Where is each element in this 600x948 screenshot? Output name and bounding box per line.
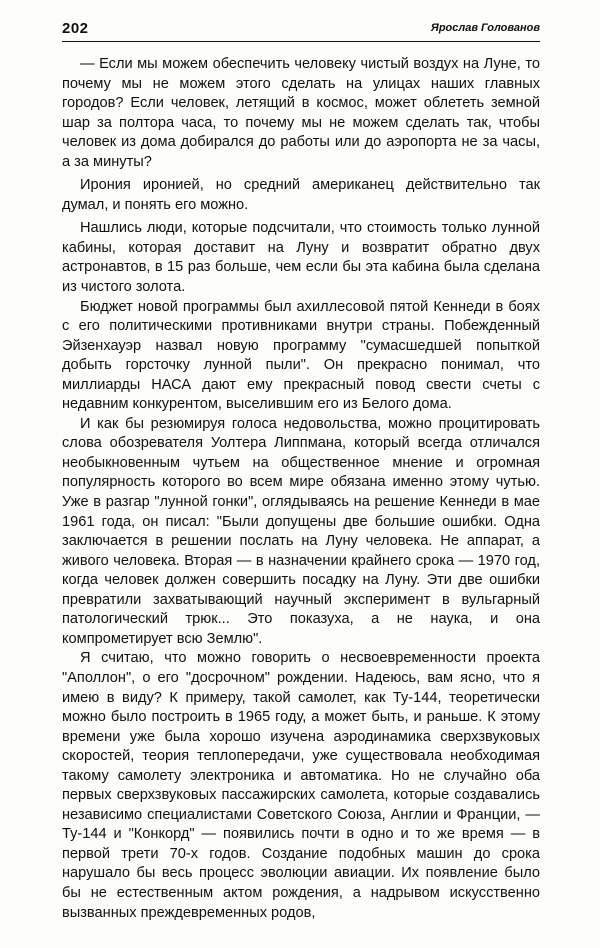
paragraph: Ирония иронией, но средний американец действительно так думал, и понять его можно. bbox=[62, 177, 540, 213]
paragraph: Бюджет новой программы был ахиллесовой пятой Кеннеди в боях с его политическими противниками внутри страны. Побежденный Эйзенхауэр назвал новую программу "сумасшедшей попыткой добыть горсточку лунной пыли". Он прекрасно понимал, что миллиарды НАСА дают ему прекрасный повод свести счеты с недавним конкурентом, выселившим его из Белого дома. bbox=[62, 298, 540, 413]
header-rule bbox=[62, 41, 540, 42]
paragraph: Я считаю, что можно говорить о несвоевременности проекта "Аполлон", о его "досрочном" рождении. Надеюсь, вам ясно, что я имею в виду? К примеру, такой самолет, как Ту-144, теоретически можно было построить в 1965 году, а может быть, и раньше. К этому времени уже была хорошо изучена аэродинамика сверхзвуковых скоростей, теория теплопередачи, уже существовала необходимая такому самолету электроника и автоматика. Но не случайно оба первых сверхзвуковых пассажирских самолета, которые создавались независимо специалистами Советского Союза, Англии и Франции, — Ту-144 и "Конкорд" — появились почти в одно и то же время — в первой трети 70-х годов. Создание подобных машин до срока нарушало бы весь процесс эволюции авиации. Их появление было бы не естественным актом рождения, а надрывом искусственно вызванных преждевременных родов, bbox=[62, 650, 540, 921]
page-number: 202 bbox=[62, 20, 89, 37]
paragraph: И как бы резюмируя голоса недовольства, можно процитировать слова обозревателя Уолтера Липпмана, который всегда отличался необыкновенным чутьем на общественное мнение и огромная популярность которого во всем мире обязана именно этому чутью. Уже в разгар "лунной гонки", оглядываясь на решение Кеннеди в мае 1961 года, он писал: "Были допущены две большие ошибки. Одна заключается в решении послать на Луну человека. Не аппарат, а живого человека. Вторая — в назначении крайнего срока — 1970 год, когда человек должен совершить посадку на Луну. Эти две ошибки превратили захватывающий научный эксперимент в вульгарный патологический трюк... Это показуха, а не наука, и она компрометирует всю Землю". bbox=[62, 415, 540, 647]
paragraph: — Если мы можем обеспечить человеку чистый воздух на Луне, то почему мы не можем этого сделать на улицах наших главных городов? Если человек, летящий в космос, может облететь земной шар за полтора часа, то почему мы не можем сделать так, чтобы человек из дома добирался до работы или до аэропорта не за часы, а за минуты? bbox=[62, 56, 540, 170]
running-head-author: Ярослав Голованов bbox=[430, 22, 540, 34]
paragraph: Нашлись люди, которые подсчитали, что стоимость только лунной кабины, которая доставит на Луну и возвратит обратно двух астронавтов, в 15 раз больше, чем если бы эта кабина была сделана из чистого золота. bbox=[62, 220, 540, 296]
body-text bbox=[62, 55, 540, 923]
running-header bbox=[62, 20, 540, 44]
